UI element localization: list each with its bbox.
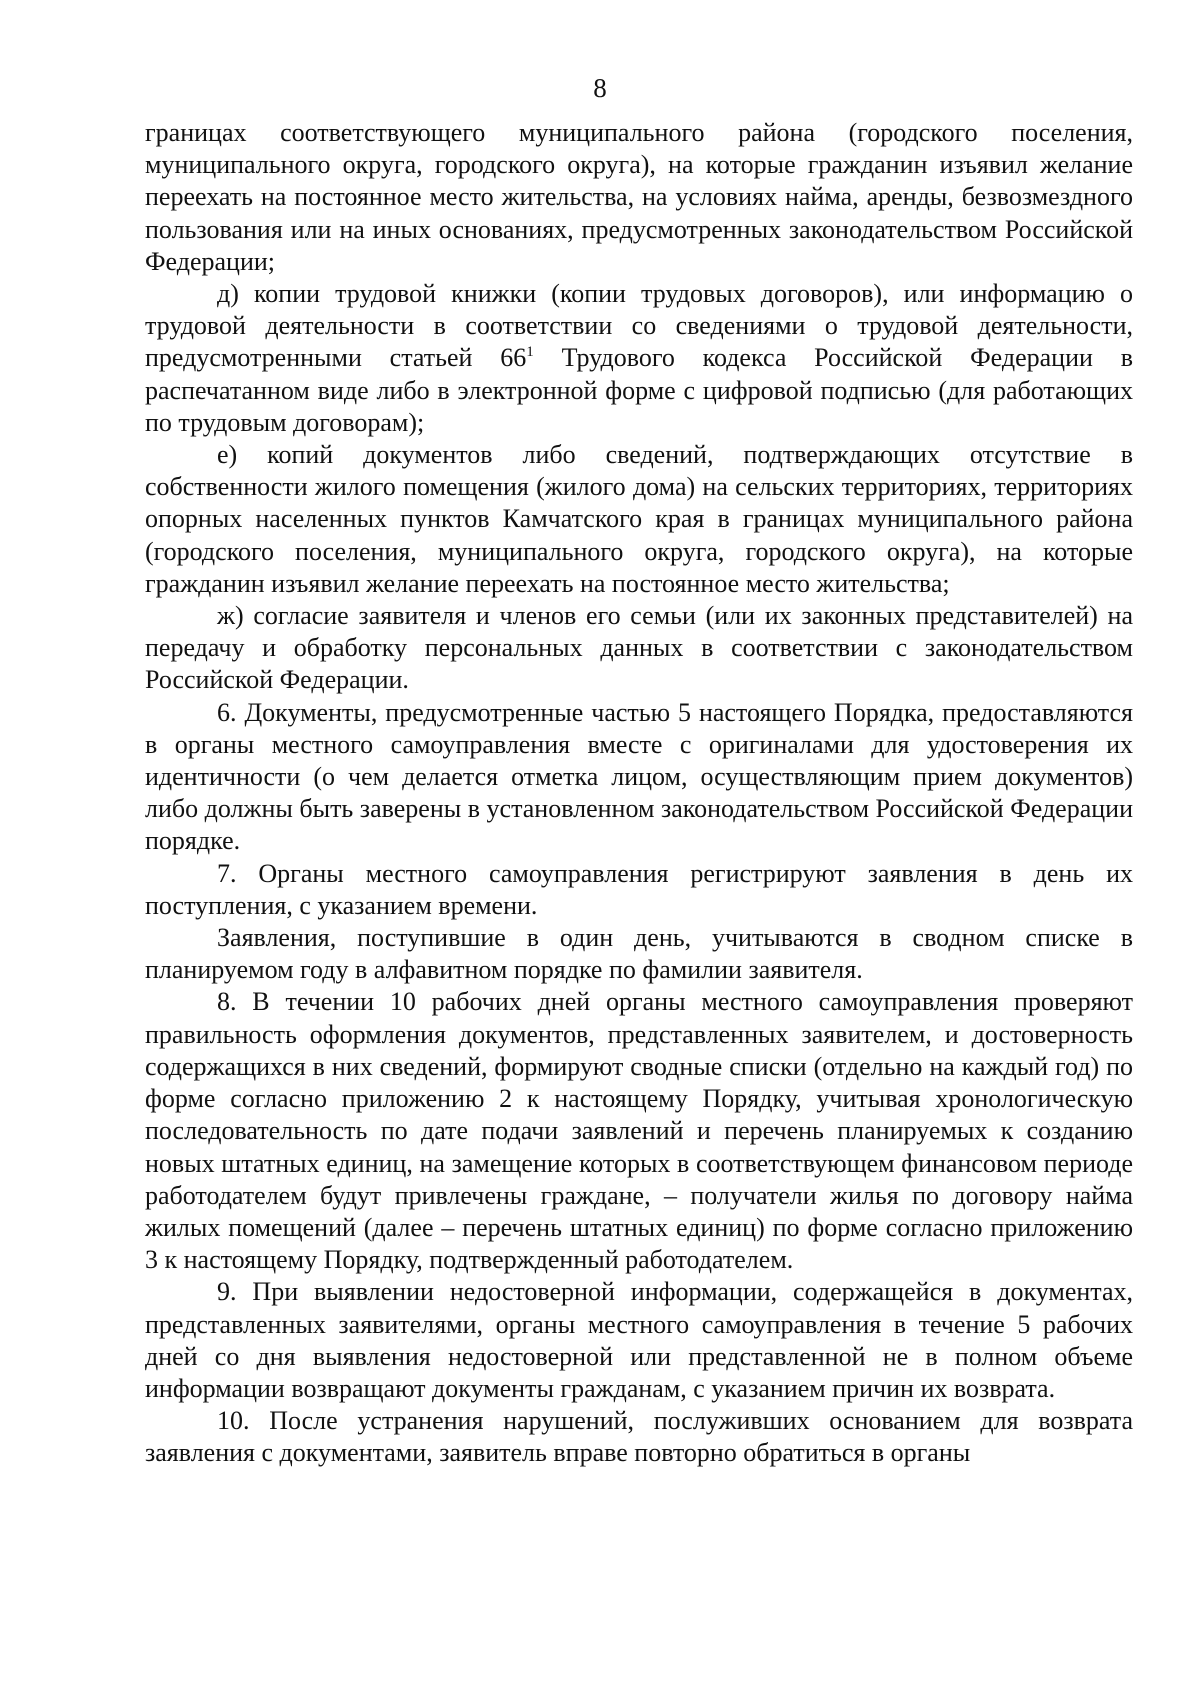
paragraph-item-e: е) копий документов либо сведений, подтверждающих отсутствие в собственности жилого помещения (жилого дома) на сельских территориях, территориях опорных населенных пунктов Камчатского края в границах муниципального района (городского поселения, муниципального округа, городского округа), на которые гражданин изъявил желание переехать на постоянное место жительства; — [145, 440, 1133, 598]
paragraph-clause-7: 7. Органы местного самоуправления регистрируют заявления в день их поступления, с указанием времени. — [145, 858, 1133, 920]
paragraph-continuation: границах соответствующего муниципального района (городского поселения, муниципального округа, городского округа), на которые гражданин изъявил желание переехать на постоянное место жительства, на условиях найма, аренды, безвозмездного пользования или на иных основаниях, предусмотренных законодательством Российской Федерации; — [145, 118, 1133, 276]
paragraph-text: Трудового кодекса Российской Федерации в распечатанном виде либо в электронной форме с цифровой подписью (для работающих по трудовым договорам); — [145, 343, 1133, 437]
document-body — [145, 117, 1133, 1470]
paragraph-clause-6: 6. Документы, предусмотренные частью 5 настоящего Порядка, предоставляются в органы местного самоуправления вместе с оригиналами для удостоверения их идентичности (о чем делается отметка лицом, осуществляющим прием документов) либо должны быть заверены в установленном законодательством Российской Федерации порядке. — [145, 697, 1133, 856]
superscript: 1 — [526, 344, 534, 361]
page-number: 8 — [593, 73, 607, 103]
paragraph-text: д) копии трудовой книжки (копии трудовых договоров), или информацию о трудовой деятельности в соответствии со сведениями о трудовой деятельности, предусмотренными статьей 66 — [145, 279, 1133, 373]
paragraph-item-d — [145, 278, 1133, 439]
paragraph-item-zh: ж) согласие заявителя и членов его семьи (или их законных представителей) на передачу и обработку персональных данных в соответствии с законодательством Российской Федерации. — [145, 601, 1133, 695]
paragraph-clause-9: 9. При выявлении недостоверной информации, содержащейся в документах, представленных заявителями, органы местного самоуправления в течение 5 рабочих дней со дня выявления недостоверной или представленной не в полном объеме информации возвращают документы гражданам, с указанием причин их возврата. — [145, 1277, 1133, 1403]
paragraph-clause-10: 10. После устранения нарушений, послуживших основанием для возврата заявления с документами, заявитель вправе повторно обратиться в органы — [145, 1406, 1133, 1468]
paragraph-clause-7-continued: Заявления, поступившие в один день, учитываются в сводном списке в планируемом году в алфавитном порядке по фамилии заявителя. — [145, 923, 1133, 985]
paragraph-clause-8: 8. В течении 10 рабочих дней органы местного самоуправления проверяют правильность оформления документов, представленных заявителем, и достоверность содержащихся в них сведений, формируют сводные списки (отдельно на каждый год) по форме согласно приложению 2 к настоящему Порядку, учитывая хронологическую последовательность по дате подачи заявлений и перечень планируемых к созданию новых штатных единиц, на замещение которых в соответствующем финансовом периоде работодателем будут привлечены граждане, – получатели жилья по договору найма жилых помещений (далее – перечень штатных единиц) по форме согласно приложению 3 к настоящему Порядку, подтвержденный работодателем. — [145, 987, 1133, 1275]
